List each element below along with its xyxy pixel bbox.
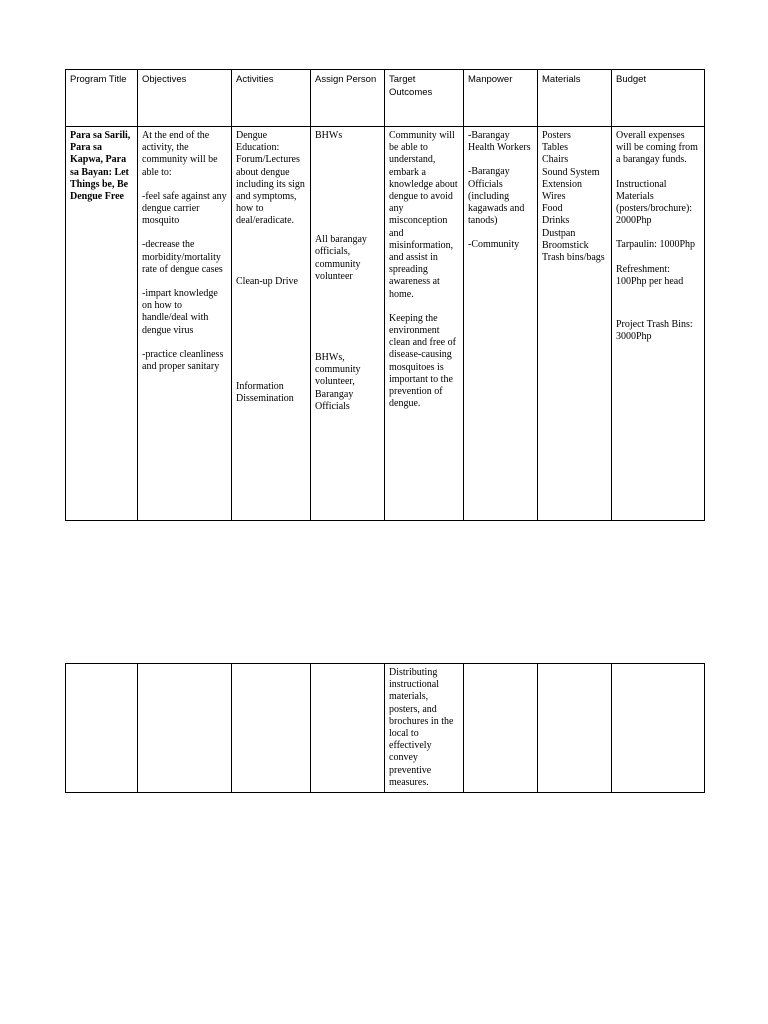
cell-materials bbox=[538, 664, 612, 793]
material-item: Extension Wires bbox=[542, 178, 582, 203]
assign-person-item: All barangay officials, community volunteer bbox=[315, 234, 367, 282]
table-row bbox=[66, 127, 705, 521]
target-outcome-item: Distributing instructional materials, posters, and brochures in the local to effectively convey preventive measures. bbox=[389, 667, 454, 788]
material-item: Posters bbox=[542, 130, 571, 141]
program-plan-table bbox=[65, 69, 705, 521]
activity-item: Information Dissemination bbox=[236, 380, 294, 405]
material-item: Broomstick bbox=[542, 239, 589, 251]
manpower-item: -Barangay Health Workers bbox=[468, 130, 531, 154]
activity-item: Clean-up Drive bbox=[236, 275, 298, 287]
objective-item: -practice cleanliness and proper sanitary bbox=[142, 348, 224, 373]
table-row bbox=[66, 664, 705, 793]
cell-assign-person bbox=[311, 664, 385, 793]
cell-manpower bbox=[464, 127, 538, 521]
cell-objectives bbox=[138, 127, 232, 521]
cell-program-title bbox=[66, 127, 138, 521]
manpower-item: -Community bbox=[468, 239, 520, 251]
budget-item: Refreshment: 100Php per head bbox=[616, 263, 684, 287]
target-outcome-item: Keeping the environment clean and free of disease-causing mosquitoes is important to the prevention of dengue. bbox=[389, 312, 456, 410]
cell-objectives bbox=[138, 664, 232, 793]
budget-item: Tarpaulin: 1000Php bbox=[616, 239, 696, 251]
cell-program-title bbox=[66, 664, 138, 793]
budget-item: Instructional Materials (posters/brochure): 2000Php bbox=[616, 178, 693, 227]
cell-manpower bbox=[464, 664, 538, 793]
material-item: Food bbox=[542, 203, 563, 215]
budget-item: Project Trash Bins: 3000Php bbox=[616, 319, 693, 343]
material-item: Tables bbox=[542, 142, 568, 154]
cell-activities bbox=[232, 127, 311, 521]
program-title: Para sa Sarili, Para sa Kapwa, Para sa Bayan: Let Things be, Be Dengue Free bbox=[70, 130, 131, 203]
manpower-item: -Barangay Officials (including kagawads and tanods) bbox=[468, 166, 525, 227]
table-header-row bbox=[66, 70, 705, 127]
cell-budget bbox=[612, 127, 705, 521]
objective-item: -decrease the morbidity/mortality rate of dengue cases bbox=[142, 239, 223, 275]
cell-target-outcomes bbox=[385, 664, 464, 793]
material-item: Dustpan bbox=[542, 227, 576, 239]
material-item: Sound System bbox=[542, 166, 600, 178]
cell-budget bbox=[612, 664, 705, 793]
cell-materials bbox=[538, 127, 612, 521]
header-budget: Budget bbox=[612, 70, 705, 127]
cell-activities bbox=[232, 664, 311, 793]
cell-assign-person bbox=[311, 127, 385, 521]
activity-item: Dengue Education: Forum/Lectures about dengue including its sign and symptoms, how to deal/eradicate. bbox=[236, 130, 305, 227]
header-objectives: Objectives bbox=[138, 70, 232, 127]
material-item: Drinks bbox=[542, 215, 570, 227]
header-manpower: Manpower bbox=[464, 70, 538, 127]
assign-person-item: BHWs, community volunteer, Barangay Officials bbox=[315, 352, 361, 412]
header-program-title: Program Title bbox=[66, 70, 138, 127]
header-assign-person: Assign Person bbox=[311, 70, 385, 127]
cell-target-outcomes bbox=[385, 127, 464, 521]
material-item: Trash bins/bags bbox=[542, 252, 605, 264]
header-activities: Activities bbox=[232, 70, 311, 127]
objective-item: -impart knowledge on how to handle/deal with dengue virus bbox=[142, 288, 218, 336]
budget-item: Overall expenses will be coming from a barangay funds. bbox=[616, 130, 698, 166]
objective-item: -feel safe against any dengue carrier mosquito bbox=[142, 190, 227, 227]
header-target-outcomes: Target Outcomes bbox=[385, 70, 464, 127]
program-plan-table-continuation bbox=[65, 663, 705, 793]
material-item: Chairs bbox=[542, 154, 569, 166]
assign-person-item: BHWs bbox=[315, 130, 343, 141]
objectives-intro: At the end of the activity, the community will be able to: bbox=[142, 130, 218, 178]
header-materials: Materials bbox=[538, 70, 612, 127]
target-outcome-item: Community will be able to understand, embark a knowledge about dengue to avoid any misconception and misinformation, and assist in spreading awareness at home. bbox=[389, 130, 458, 300]
